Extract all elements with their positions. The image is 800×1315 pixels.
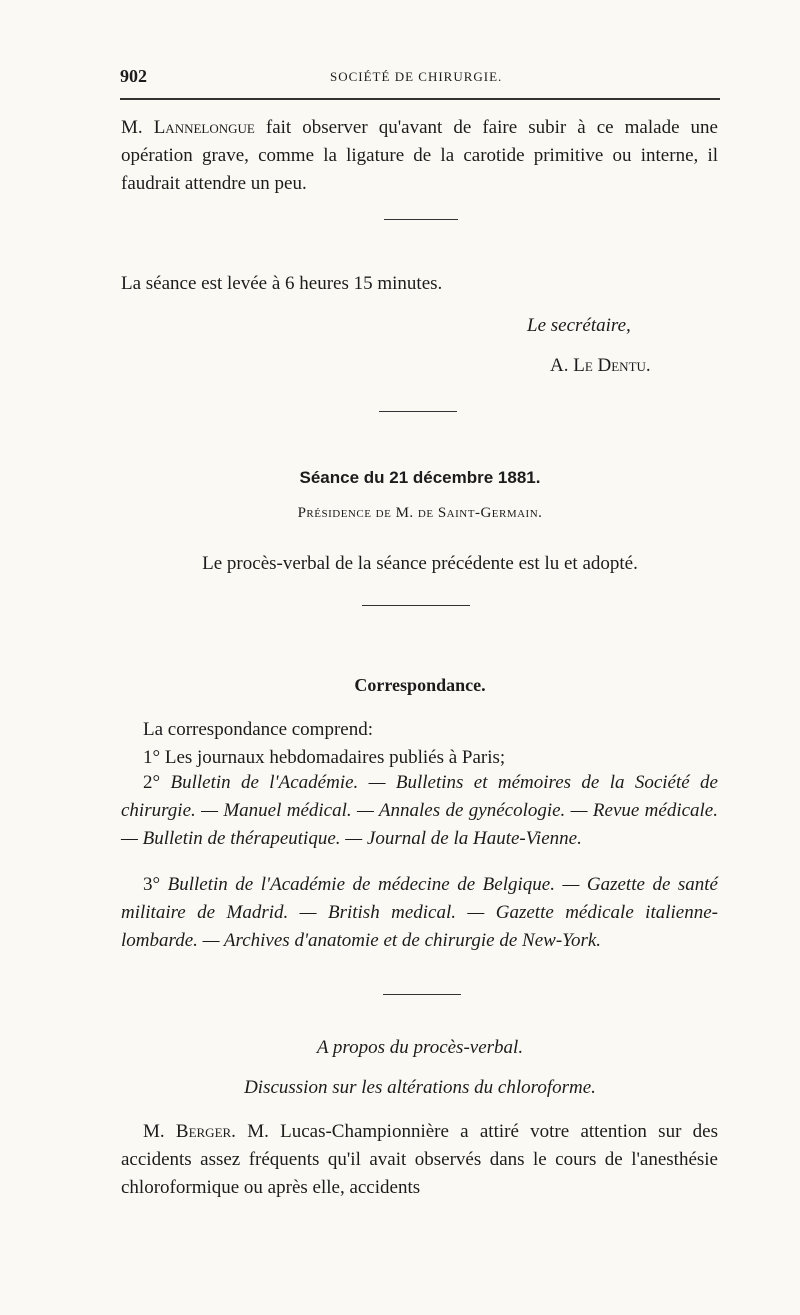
signature-name: A. Le Dentu. [550, 355, 651, 376]
header-rule [120, 98, 720, 100]
subhead-proces-verbal: A propos du procès-verbal. [316, 1037, 524, 1058]
correspondance-item-1: 1° Les journaux hebdomadaires publiés à Paris; [143, 747, 506, 768]
session-title: Séance du 21 décembre 1881. [299, 468, 541, 487]
item-2-text: Bulletin de l'Académie. — Bulletins et mémoires de la Société de chirurgie. — Manuel médical. — Annales de gynécologie. — Revue médicale. — Bulletin de thérapeutique. — Journal de la Haute-Vienne. [121, 772, 718, 849]
paragraph-lannelongue [121, 114, 718, 198]
item-3-text: Bulletin de l'Académie de médecine de Belgique. — Gazette de santé militaire de Madrid. — British medical. — Gazette médicale italienne-lombarde. — Archives d'anatomie et de chirurgie de New-York. [121, 874, 718, 951]
signature-title: Le secrétaire, [527, 315, 631, 336]
divider-3 [362, 605, 470, 606]
paragraph-berger-text: M. Lucas-Championnière a attiré votre attention sur des accidents assez fréquents qu'il avait observés dans le cours de l'anesthésie chloroformique ou après elle, accidents [121, 1121, 718, 1198]
correspondance-intro: La correspondance comprend: [143, 719, 374, 740]
correspondance-item-2 [121, 769, 718, 853]
speaker-lannelongue: M. Lannelongue [121, 117, 255, 138]
session-minutes: Le procès-verbal de la séance précédente est lu et adopté. [202, 553, 638, 574]
divider-2 [379, 411, 457, 412]
item-2-number: 2° [143, 772, 171, 793]
page-number: 902 [120, 66, 147, 86]
item-3-number: 3° [143, 874, 168, 895]
correspondance-heading: Correspondance. [354, 675, 486, 695]
page-header [120, 66, 720, 88]
speaker-berger: M. Berger. [143, 1121, 236, 1142]
correspondance-item-3 [121, 871, 718, 955]
paragraph-lannelongue-text: fait observer qu'avant de faire subir à ce malade une opération grave, comme la ligature de la carotide primitive ou interne, il faudrait attendre un peu. [121, 117, 718, 194]
divider-4 [383, 994, 461, 995]
subhead-discussion: Discussion sur les altérations du chloroforme. [244, 1077, 596, 1098]
closing-text: La séance est levée à 6 heures 15 minutes. [121, 273, 443, 294]
running-head: SOCIÉTÉ DE CHIRURGIE. [330, 69, 503, 84]
divider-1 [384, 219, 458, 220]
session-presidence: Présidence de M. de Saint-Germain. [297, 505, 543, 521]
paragraph-berger [121, 1118, 718, 1202]
